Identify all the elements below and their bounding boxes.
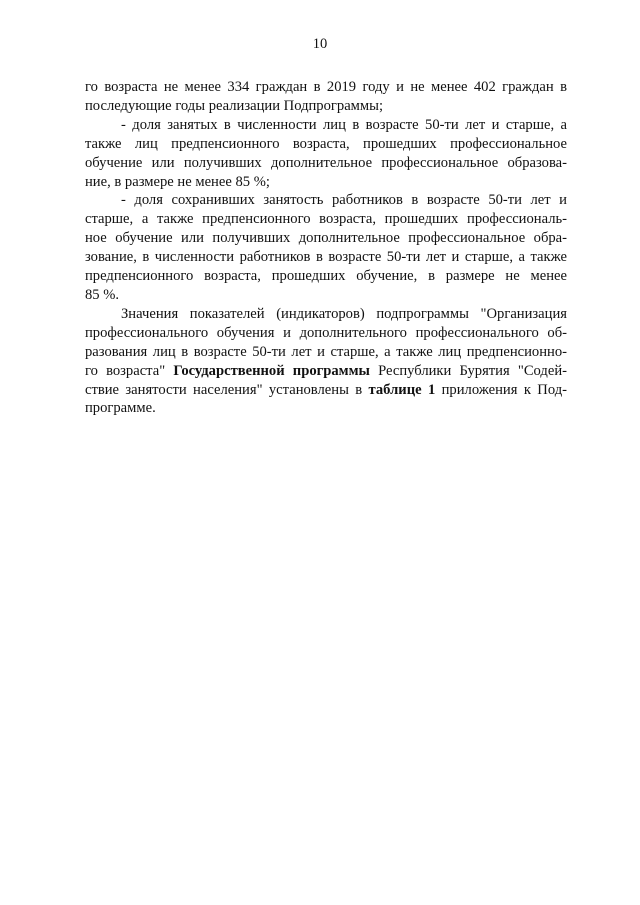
paragraph-3 — [85, 191, 567, 304]
text-line: профессионального обучения и дополнительного профессионального об- — [85, 324, 567, 341]
paragraph-2 — [85, 116, 567, 192]
text-line: ние, в размере не менее 85 %; — [85, 173, 270, 190]
text-line: программе. — [85, 400, 156, 417]
paragraph-1 — [85, 78, 567, 116]
text-line: Значения показателей (индикаторов) подпрограммы "Организация — [121, 305, 567, 322]
text-line — [85, 381, 567, 400]
text-line: 85 %. — [85, 286, 120, 303]
text-segment: приложения к Под- — [435, 381, 567, 398]
text-segment: Республики Бурятия "Содей- — [369, 362, 567, 379]
text-line: предпенсионного возраста, прошедших обучение, в размере не менее — [85, 268, 567, 285]
text-line: го возраста не менее 334 граждан в 2019 году и не менее 402 граждан в — [85, 79, 567, 95]
text-segment: го возраста" — [85, 362, 174, 379]
page-number: 10 — [312, 36, 328, 52]
text-line: - доля занятых в численности лиц в возрасте 50-ти лет и старше, а — [121, 116, 567, 133]
text-segment: ствие занятости населения" установлены в — [85, 381, 369, 398]
text-line: обучение или получивших дополнительное профессиональное образова- — [85, 154, 567, 171]
text-line: зование, в численности работников в возрасте 50-ти лет и старше, а также — [85, 249, 567, 266]
text-line: ное обучение или получивших дополнительное профессиональное обра- — [85, 230, 567, 247]
text-line: - доля сохранивших занятость работников в возрасте 50-ти лет и — [121, 192, 567, 209]
text-line: старше, а также предпенсионного возраста, прошедших профессиональ- — [85, 211, 567, 228]
document-body — [85, 78, 567, 418]
paragraph-4 — [85, 305, 567, 418]
text-line: последующие годы реализации Подпрограммы; — [85, 97, 383, 114]
program-name-bold: Государственной программы — [173, 362, 370, 379]
text-line — [85, 362, 567, 381]
text-line: разования лиц в возрасте 50-ти лет и старше, а также лиц предпенсионно- — [85, 343, 567, 360]
table-reference-bold: таблице 1 — [368, 381, 436, 398]
text-line: также лиц предпенсионного возраста, прошедших профессиональное — [85, 135, 567, 152]
